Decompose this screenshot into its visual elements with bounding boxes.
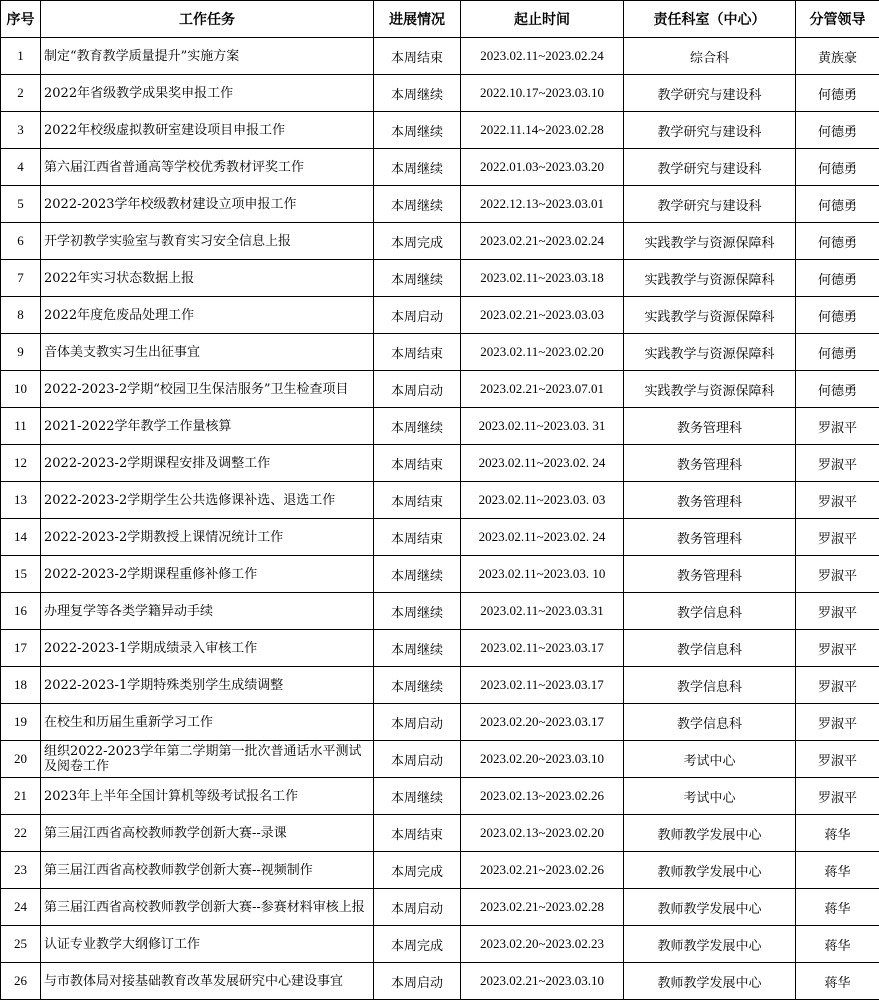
cell-period: 2023.02.21~2023.02.26 <box>461 852 624 889</box>
cell-department: 教务管理科 <box>624 408 796 445</box>
cell-period: 2023.02.11~2023.02. 24 <box>461 519 624 556</box>
cell-index: 23 <box>1 852 41 889</box>
cell-period: 2023.02.20~2023.03.17 <box>461 704 624 741</box>
cell-progress: 本周启动 <box>374 704 461 741</box>
cell-progress: 本周继续 <box>374 408 461 445</box>
cell-period: 2023.02.21~2023.03.03 <box>461 297 624 334</box>
cell-leader: 蒋华 <box>796 852 879 889</box>
cell-progress: 本周结束 <box>374 815 461 852</box>
cell-leader: 罗淑平 <box>796 519 879 556</box>
cell-task: 2022年度危废品处理工作 <box>41 297 374 334</box>
cell-department: 实践教学与资源保障科 <box>624 297 796 334</box>
cell-progress: 本周启动 <box>374 297 461 334</box>
cell-task: 与市教体局对接基础教育改革发展研究中心建设事宜 <box>41 963 374 1000</box>
cell-leader: 罗淑平 <box>796 408 879 445</box>
cell-department: 考试中心 <box>624 778 796 815</box>
table-row <box>1 667 879 704</box>
table-row <box>1 38 879 75</box>
cell-task: 认证专业教学大纲修订工作 <box>41 926 374 963</box>
cell-department: 教师教学发展中心 <box>624 815 796 852</box>
cell-index: 22 <box>1 815 41 852</box>
cell-period: 2022.11.14~2023.02.28 <box>461 112 624 149</box>
cell-index: 26 <box>1 963 41 1000</box>
table-header <box>1 1 879 38</box>
cell-leader: 何德勇 <box>796 112 879 149</box>
table-row <box>1 852 879 889</box>
cell-leader: 罗淑平 <box>796 778 879 815</box>
cell-leader: 罗淑平 <box>796 556 879 593</box>
cell-progress: 本周启动 <box>374 889 461 926</box>
cell-task: 第六届江西省普通高等学校优秀教材评奖工作 <box>41 149 374 186</box>
table-row <box>1 704 879 741</box>
cell-progress: 本周结束 <box>374 519 461 556</box>
cell-task: 制定“教育教学质量提升”实施方案 <box>41 38 374 75</box>
cell-period: 2023.02.11~2023.02. 24 <box>461 445 624 482</box>
cell-leader: 黄族豪 <box>796 38 879 75</box>
cell-period: 2023.02.11~2023.03.17 <box>461 630 624 667</box>
cell-index: 14 <box>1 519 41 556</box>
cell-department: 实践教学与资源保障科 <box>624 334 796 371</box>
table-row <box>1 297 879 334</box>
cell-leader: 蒋华 <box>796 889 879 926</box>
cell-task: 2022年省级教学成果奖申报工作 <box>41 75 374 112</box>
cell-department: 教师教学发展中心 <box>624 926 796 963</box>
cell-task: 2022-2023-2学期教授上课情况统计工作 <box>41 519 374 556</box>
cell-progress: 本周继续 <box>374 260 461 297</box>
cell-period: 2023.02.11~2023.02.24 <box>461 38 624 75</box>
cell-period: 2023.02.11~2023.03. 03 <box>461 482 624 519</box>
table-row <box>1 593 879 630</box>
cell-progress: 本周完成 <box>374 926 461 963</box>
table-row <box>1 371 879 408</box>
cell-task: 组织2022-2023学年第二学期第一批次普通话水平测试及阅卷工作 <box>41 741 374 778</box>
cell-task: 2022-2023-2学期学生公共选修课补选、退选工作 <box>41 482 374 519</box>
cell-period: 2023.02.20~2023.02.23 <box>461 926 624 963</box>
table-row <box>1 630 879 667</box>
cell-progress: 本周启动 <box>374 963 461 1000</box>
header-index: 序号 <box>1 1 41 38</box>
cell-progress: 本周继续 <box>374 778 461 815</box>
header-row <box>1 1 879 38</box>
table-row <box>1 889 879 926</box>
cell-leader: 何德勇 <box>796 371 879 408</box>
header-department: 责任科室（中心） <box>624 1 796 38</box>
cell-index: 10 <box>1 371 41 408</box>
cell-department: 教学研究与建设科 <box>624 149 796 186</box>
cell-progress: 本周启动 <box>374 371 461 408</box>
cell-department: 教学研究与建设科 <box>624 186 796 223</box>
cell-index: 24 <box>1 889 41 926</box>
cell-department: 教师教学发展中心 <box>624 889 796 926</box>
cell-task: 2023年上半年全国计算机等级考试报名工作 <box>41 778 374 815</box>
cell-progress: 本周结束 <box>374 334 461 371</box>
cell-period: 2023.02.21~2023.02.28 <box>461 889 624 926</box>
table-row <box>1 926 879 963</box>
cell-index: 13 <box>1 482 41 519</box>
cell-progress: 本周继续 <box>374 75 461 112</box>
cell-period: 2023.02.11~2023.03.31 <box>461 593 624 630</box>
table-row <box>1 556 879 593</box>
cell-leader: 何德勇 <box>796 186 879 223</box>
cell-index: 8 <box>1 297 41 334</box>
cell-task: 2022年实习状态数据上报 <box>41 260 374 297</box>
cell-task: 第三届江西省高校教师教学创新大赛--参赛材料审核上报 <box>41 889 374 926</box>
cell-task: 在校生和历届生重新学习工作 <box>41 704 374 741</box>
table-row <box>1 112 879 149</box>
cell-task: 第三届江西省高校教师教学创新大赛--录课 <box>41 815 374 852</box>
cell-progress: 本周继续 <box>374 667 461 704</box>
cell-period: 2023.02.11~2023.03.17 <box>461 667 624 704</box>
header-leader: 分管领导 <box>796 1 879 38</box>
cell-task: 开学初教学实验室与教育实习安全信息上报 <box>41 223 374 260</box>
cell-index: 5 <box>1 186 41 223</box>
cell-index: 25 <box>1 926 41 963</box>
cell-index: 17 <box>1 630 41 667</box>
cell-progress: 本周结束 <box>374 482 461 519</box>
cell-department: 教务管理科 <box>624 556 796 593</box>
cell-leader: 何德勇 <box>796 149 879 186</box>
cell-index: 3 <box>1 112 41 149</box>
cell-leader: 何德勇 <box>796 297 879 334</box>
cell-department: 教学信息科 <box>624 593 796 630</box>
header-progress: 进展情况 <box>374 1 461 38</box>
cell-period: 2023.02.11~2023.03. 31 <box>461 408 624 445</box>
cell-index: 15 <box>1 556 41 593</box>
cell-period: 2023.02.11~2023.02.20 <box>461 334 624 371</box>
table-row <box>1 815 879 852</box>
cell-department: 教师教学发展中心 <box>624 963 796 1000</box>
table-row <box>1 149 879 186</box>
header-task: 工作任务 <box>41 1 374 38</box>
cell-department: 教学信息科 <box>624 630 796 667</box>
cell-task: 音体美支教实习生出征事宜 <box>41 334 374 371</box>
cell-task: 2022年校级虚拟教研室建设项目申报工作 <box>41 112 374 149</box>
cell-department: 教学研究与建设科 <box>624 75 796 112</box>
cell-department: 教学信息科 <box>624 667 796 704</box>
cell-task: 2022-2023-1学期特殊类别学生成绩调整 <box>41 667 374 704</box>
cell-department: 实践教学与资源保障科 <box>624 371 796 408</box>
cell-progress: 本周完成 <box>374 852 461 889</box>
cell-task: 2021-2022学年教学工作量核算 <box>41 408 374 445</box>
cell-leader: 罗淑平 <box>796 593 879 630</box>
cell-index: 11 <box>1 408 41 445</box>
cell-progress: 本周继续 <box>374 630 461 667</box>
cell-task: 2022-2023学年校级教材建设立项申报工作 <box>41 186 374 223</box>
cell-leader: 罗淑平 <box>796 741 879 778</box>
cell-index: 16 <box>1 593 41 630</box>
cell-period: 2023.02.13~2023.02.20 <box>461 815 624 852</box>
cell-department: 实践教学与资源保障科 <box>624 223 796 260</box>
cell-leader: 蒋华 <box>796 926 879 963</box>
cell-leader: 蒋华 <box>796 963 879 1000</box>
cell-leader: 罗淑平 <box>796 667 879 704</box>
cell-department: 综合科 <box>624 38 796 75</box>
cell-period: 2023.02.13~2023.02.26 <box>461 778 624 815</box>
cell-department: 教务管理科 <box>624 519 796 556</box>
cell-department: 教学信息科 <box>624 704 796 741</box>
cell-progress: 本周结束 <box>374 445 461 482</box>
cell-period: 2023.02.21~2023.02.24 <box>461 223 624 260</box>
cell-progress: 本周启动 <box>374 741 461 778</box>
cell-index: 7 <box>1 260 41 297</box>
cell-period: 2022.01.03~2023.03.20 <box>461 149 624 186</box>
cell-leader: 何德勇 <box>796 260 879 297</box>
cell-leader: 罗淑平 <box>796 482 879 519</box>
cell-period: 2022.10.17~2023.03.10 <box>461 75 624 112</box>
table-row <box>1 334 879 371</box>
cell-period: 2023.02.11~2023.03. 10 <box>461 556 624 593</box>
cell-period: 2023.02.11~2023.03.18 <box>461 260 624 297</box>
cell-task: 2022-2023-2学期“校园卫生保洁服务”卫生检查项目 <box>41 371 374 408</box>
cell-leader: 罗淑平 <box>796 704 879 741</box>
cell-task: 办理复学等各类学籍异动手续 <box>41 593 374 630</box>
cell-progress: 本周结束 <box>374 38 461 75</box>
cell-period: 2023.02.21~2023.03.10 <box>461 963 624 1000</box>
cell-task: 2022-2023-1学期成绩录入审核工作 <box>41 630 374 667</box>
cell-index: 9 <box>1 334 41 371</box>
table-row <box>1 186 879 223</box>
header-period: 起止时间 <box>461 1 624 38</box>
cell-index: 4 <box>1 149 41 186</box>
cell-progress: 本周继续 <box>374 593 461 630</box>
cell-task: 第三届江西省高校教师教学创新大赛--视频制作 <box>41 852 374 889</box>
cell-task: 2022-2023-2学期课程安排及调整工作 <box>41 445 374 482</box>
cell-period: 2023.02.20~2023.03.10 <box>461 741 624 778</box>
cell-progress: 本周继续 <box>374 186 461 223</box>
table-row <box>1 445 879 482</box>
cell-task: 2022-2023-2学期课程重修补修工作 <box>41 556 374 593</box>
cell-index: 1 <box>1 38 41 75</box>
table-row <box>1 408 879 445</box>
cell-department: 教务管理科 <box>624 445 796 482</box>
cell-leader: 罗淑平 <box>796 630 879 667</box>
table-row <box>1 519 879 556</box>
cell-period: 2023.02.21~2023.07.01 <box>461 371 624 408</box>
table-row <box>1 741 879 778</box>
cell-progress: 本周完成 <box>374 223 461 260</box>
cell-department: 教务管理科 <box>624 482 796 519</box>
table-row <box>1 778 879 815</box>
cell-progress: 本周继续 <box>374 112 461 149</box>
table-row <box>1 75 879 112</box>
cell-progress: 本周继续 <box>374 556 461 593</box>
cell-leader: 蒋华 <box>796 815 879 852</box>
table-row <box>1 223 879 260</box>
cell-progress: 本周继续 <box>374 149 461 186</box>
cell-period: 2022.12.13~2023.03.01 <box>461 186 624 223</box>
cell-department: 实践教学与资源保障科 <box>624 260 796 297</box>
table-row <box>1 482 879 519</box>
cell-department: 教学研究与建设科 <box>624 112 796 149</box>
cell-department: 教师教学发展中心 <box>624 852 796 889</box>
cell-index: 6 <box>1 223 41 260</box>
table-row <box>1 260 879 297</box>
cell-index: 18 <box>1 667 41 704</box>
cell-index: 2 <box>1 75 41 112</box>
cell-index: 12 <box>1 445 41 482</box>
table-row <box>1 963 879 1000</box>
cell-leader: 何德勇 <box>796 334 879 371</box>
cell-index: 20 <box>1 741 41 778</box>
cell-leader: 何德勇 <box>796 75 879 112</box>
cell-leader: 罗淑平 <box>796 445 879 482</box>
table-body <box>1 38 879 1000</box>
cell-department: 考试中心 <box>624 741 796 778</box>
cell-leader: 何德勇 <box>796 223 879 260</box>
cell-index: 21 <box>1 778 41 815</box>
cell-index: 19 <box>1 704 41 741</box>
